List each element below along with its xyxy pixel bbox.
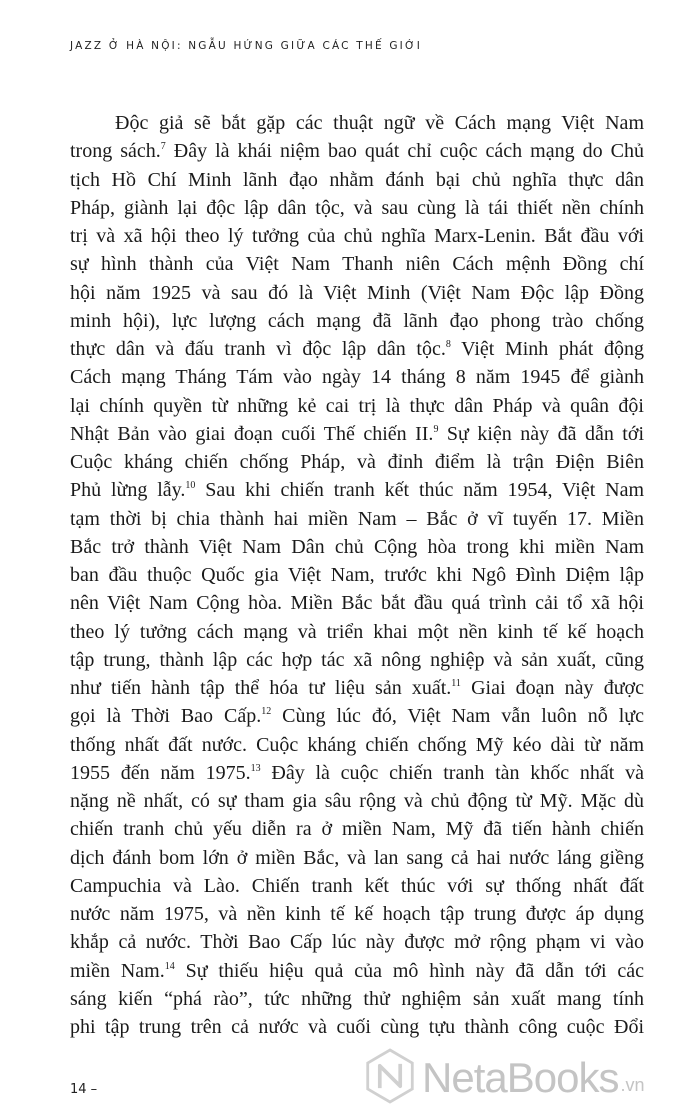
text-segment: lại chính quyền từ những kẻ cai trị là thực dân Pháp và quân đội (70, 394, 644, 417)
text-line (70, 307, 644, 335)
text-segment: Campuchia và Lào. Chiến tranh kết thúc với sự thống nhất đất (70, 874, 644, 897)
text-segment: nên Việt Nam Cộng hòa. Miền Bắc bắt đầu quá trình cải tổ xã hội (70, 592, 644, 615)
text-line (70, 561, 644, 589)
text-line (70, 731, 644, 759)
text-segment: Đây là khái niệm bao quát chỉ cuộc cách mạng do Chủ (165, 140, 644, 163)
footnote-ref: 8 (445, 339, 451, 350)
text-segment: trong sách. (70, 140, 161, 163)
text-segment: thống nhất đất nước. Cuộc kháng chiến chống Mỹ kéo dài từ năm (70, 733, 644, 756)
text-segment: Cách mạng Tháng Tám vào ngày 14 tháng 8 năm 1945 để giành (70, 366, 644, 389)
text-segment: khắp cả nước. Thời Bao Cấp lúc này được mở rộng phạm vi vào (70, 931, 644, 954)
text-line (70, 137, 644, 165)
text-line (70, 900, 644, 928)
text-segment: Pháp, giành lại độc lập dân tộc, và sau cùng là tái thiết nền chính (70, 196, 644, 219)
text-segment: ban đầu thuộc Quốc gia Việt Nam, trước khi Ngô Đình Diệm lập (70, 564, 644, 586)
text-line (70, 618, 644, 646)
text-segment: Sự thiếu hiệu quả của mô hình này đã dẫn tới các (174, 959, 644, 982)
text-line (70, 194, 644, 222)
text-segment: Cuộc kháng chiến chống Pháp, và đỉnh điểm là trận Điện Biên (70, 451, 644, 473)
footnote-ref: 12 (261, 706, 272, 718)
text-line (70, 787, 644, 815)
footnote-ref: 10 (185, 480, 196, 492)
text-segment: Sau khi chiến tranh kết thúc năm 1954, Việt Nam (195, 479, 645, 502)
text-line (70, 928, 644, 956)
footnote-ref: 11 (451, 678, 461, 689)
body-text (70, 109, 644, 1041)
text-line (70, 872, 644, 900)
text-line (70, 702, 644, 730)
text-line (70, 109, 644, 137)
text-segment: hội năm 1925 và sau đó là Việt Minh (Việt Nam Độc lập Đồng (70, 281, 644, 304)
text-segment: Việt Minh phát động (450, 338, 644, 360)
text-segment: sự hình thành của Việt Nam Thanh niên Cách mệnh Đồng chí (70, 253, 644, 276)
text-line (70, 759, 644, 787)
text-segment: Nhật Bản vào giai đoạn cuối Thế chiến II. (70, 422, 434, 445)
text-segment: gọi là Thời Bao Cấp. (70, 705, 262, 728)
text-segment: tập trung, thành lập các hợp tác xã nông nghiệp và sản xuất, cũng (70, 648, 644, 671)
footnote-ref: 14 (164, 960, 175, 972)
text-segment: Cùng lúc đó, Việt Nam vẫn luôn nỗ lực (271, 705, 644, 728)
footnote-ref: 7 (160, 141, 166, 153)
text-segment: tịch Hồ Chí Minh lãnh đạo nhằm đánh bại chủ nghĩa thực dân (70, 168, 644, 191)
text-segment: Đây là cuộc chiến tranh tàn khốc nhất và (260, 761, 644, 784)
page-number: 14 – (70, 1082, 98, 1097)
text-segment: Phủ lừng lẫy. (70, 479, 186, 502)
text-segment: minh hội), lực lượng cách mạng đã lãnh đạo phong trào chống (70, 309, 644, 332)
text-line (70, 533, 644, 561)
text-line (70, 844, 644, 872)
text-segment: chiến tranh chủ yếu diễn ra ở miền Nam, Mỹ đã tiến hành chiến (70, 818, 644, 841)
text-segment: dịch đánh bom lớn ở miền Bắc, và lan sang cả hai nước láng giềng (70, 846, 644, 869)
text-segment: phi tập trung trên cả nước và cuối cùng tựu thành công cuộc Đổi (70, 1016, 644, 1038)
text-segment: tạm thời bị chia thành hai miền Nam – Bắc ở vĩ tuyến 17. Miền (70, 507, 644, 530)
text-line (70, 222, 644, 250)
watermark (364, 1048, 644, 1108)
text-segment: thực dân và đấu tranh vì độc lập dân tộc. (70, 338, 446, 360)
text-line (70, 1013, 644, 1041)
text-segment: theo lý tưởng cách mạng và triển khai một nền kinh tế kế hoạch (70, 620, 644, 643)
text-segment: sáng kiến “phá rào”, tức những thử nghiệm sản xuất mang tính (70, 987, 644, 1010)
text-segment: Bắc trở thành Việt Nam Dân chủ Cộng hòa trong khi miền Nam (70, 535, 644, 558)
text-segment: Sự kiện này đã dẫn tới (438, 422, 645, 445)
text-segment: 1955 đến năm 1975. (70, 761, 251, 784)
text-line (70, 985, 644, 1013)
watermark-brand: NetaBooks (422, 1054, 619, 1101)
text-line (70, 505, 644, 533)
text-line (70, 674, 644, 702)
text-line (70, 420, 644, 448)
text-line (70, 476, 644, 504)
text-line (70, 646, 644, 674)
text-segment: nặng nề nhất, có sự tham gia sâu rộng và chủ động từ Mỹ. Mặc dù (70, 790, 644, 812)
footnote-ref: 9 (433, 423, 439, 435)
running-header: JAZZ Ở HÀ NỘI: NGẪU HỨNG GIỮA CÁC THẾ GIỚI (70, 40, 423, 52)
text-segment: Giai đoạn này được (460, 677, 644, 699)
footnote-ref: 13 (250, 762, 261, 774)
text-line (70, 250, 644, 278)
text-line (70, 589, 644, 617)
text-line (70, 392, 644, 420)
text-line (70, 448, 644, 476)
text-line (70, 815, 644, 843)
watermark-suffix: .vn (620, 1075, 645, 1095)
text-segment: Độc giả sẽ bắt gặp các thuật ngữ về Cách mạng Việt Nam (115, 112, 644, 134)
text-segment: như tiến hành tập thể hóa tư liệu sản xuất. (70, 677, 452, 699)
text-line (70, 279, 644, 307)
text-segment: miền Nam. (70, 959, 165, 982)
text-segment: nước năm 1975, và nền kinh tế kế hoạch tập trung được áp dụng (70, 903, 644, 925)
text-line (70, 363, 644, 391)
text-segment: trị và xã hội theo lý tưởng của chủ nghĩa Marx-Lenin. Bắt đầu với (70, 225, 644, 247)
text-line (70, 957, 644, 985)
netabooks-logo-icon (364, 1047, 416, 1110)
text-line (70, 335, 644, 363)
text-line (70, 166, 644, 194)
